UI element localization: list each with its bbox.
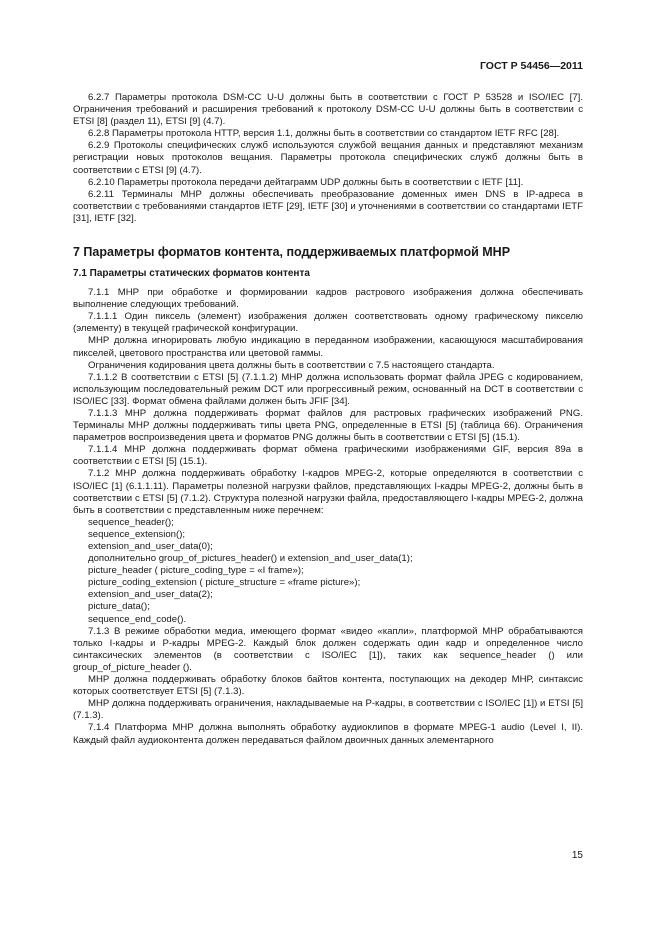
syntax-line: picture_coding_extension ( picture_structure = «frame picture»); (88, 577, 361, 589)
paragraph: 6.2.9 Протоколы специфических служб используются службой вещания данных и представляют механизм регистрации новых протоколов вещания. Параметры протокола специфических служб должны быть в соответствии с ETSI [9] (4.7). (73, 140, 583, 176)
paragraph: 6.2.10 Параметры протокола передачи дейтаграмм UDP должны быть в соответствии с IETF [11]. (88, 176, 524, 188)
paragraph: 7.1.3 В режиме обработки медиа, имеющего формат «видео «капли», платформой МНР обрабатываются только I-кадры и Р-кадры MPEG-2. Каждый блок должен содержать один кадр и определенное число синтаксических элементов (в соответствии с ISO/IEC [1]), таких как sequence_header () или group_of_picture_header (). (73, 625, 583, 673)
page-number: 15 (571, 850, 583, 861)
paragraph: 7.1.1 МНР при обработке и формировании кадров растрового изображения должна обеспечивать выполнение следующих требований. (73, 287, 583, 311)
paragraph: МНР должна поддерживать обработку блоков байтов контента, поступающих на декодер МНР, синтаксис которых соответствует ETSI [5] (7.1.3). (73, 674, 583, 698)
syntax-line: picture_header ( picture_coding_type = «I frame»); (88, 565, 304, 577)
syntax-line: sequence_header(); (88, 516, 174, 528)
paragraph: 7.1.1.1 Один пиксель (элемент) изображения должен соответствовать одному графическому пикселю (элементу) в текущей графической конфигурации. (73, 311, 583, 335)
section-heading: 7 Параметры форматов контента, поддерживаемых платформой МНР (73, 245, 511, 260)
paragraph: 6.2.8 Параметры протокола HTTP, версия 1.1, должны быть в соответствии со стандартом IETF RFC [28]. (88, 128, 560, 140)
paragraph: 7.1.1.3 МНР должна поддерживать формат файлов для растровых графических изображений PNG. Терминалы МНР должны поддерживать типы цвета PNG, определенные в ETSI [5] (таблица 66). Ограничения параметров воспроизведения цвета и форматов PNG должны быть в соответствии с ETSI [5] (15.1). (73, 407, 583, 444)
syntax-line: picture_data(); (88, 601, 150, 613)
paragraph: Ограничения кодирования цвета должны быть в соответствии с 7.5 настоящего стандарта. (88, 359, 495, 371)
paragraph: 7.1.1.2 В соответствии с ETSI [5] (7.1.1.2) МНР должна использовать формат файла JPEG с кодированием, использующим последовательный режим DCT или прогрессивный режим, основанный на DCT в соответствии с ISO/IEC [33]. Формат обмена файлами должен быть JFIF [34]. (73, 371, 583, 407)
paragraph: МНР должна поддерживать ограничения, накладываемые на Р-кадры, в соответствии с ISO/IEC [1]) и ETSI [5] (7.1.3). (73, 698, 583, 722)
syntax-line: extension_and_user_data(2); (88, 589, 213, 601)
syntax-line: дополнительно group_of_pictures_header() и extension_and_user_data(1); (88, 553, 413, 565)
paragraph: МНР должна игнорировать любую индикацию в переданном изображении, касающуюся масштабирования пикселей, цветового пространства или цветовой гаммы. (73, 335, 583, 359)
syntax-line: extension_and_user_data(0); (88, 541, 213, 552)
paragraph: 6.2.11 Терминалы МНР должны обеспечивать преобразование доменных имен DNS в IP-адреса в соответствии с требованиями стандартов IETF [29], IETF [30] и уточнениями в соответствии со стандартами IETF [31], IETF [32]. (73, 188, 583, 224)
paragraph: 7.1.1.4 МНР должна поддерживать формат обмена графическими изображениями GIF, версия 89a в соответствии с ETSI [5] (15.1). (73, 444, 583, 468)
paragraph: 6.2.7 Параметры протокола DSM-CC U-U должны быть в соответствии с ГОСТ Р 53528 и ISO/IEC [7]. Ограничения требований и расширения требований к протоколу DSM-CC U-U должны быть в соответствии с ETSI [8] (раздел 11), ETSI [9] (4.7). (73, 92, 583, 128)
paragraph: 7.1.4 Платформа МНР должна выполнять обработку аудиоклипов в формате MPEG-1 audio (Level I, II). Каждый файл аудиоконтента должен передаваться файлом двоичных данных элементарного (73, 722, 583, 746)
subsection-heading: 7.1 Параметры статических форматов контента (73, 268, 310, 280)
paragraph: 7.1.2 МНР должна поддерживать обработку I-кадров MPEG-2, которые определяются в соответствии с ISO/IEC [1] (6.1.1.11). Параметры полезной нагрузки файлов, представляющих I-кадры MPEG-2, должны быть в соответствии с ETSI [5] (7.1.2). Структура полезной нагрузки файла, предоставляющего I-кадры MPEG-2, должна быть в соответствии с представленным ниже перечнем: (73, 468, 583, 516)
document-body (73, 92, 583, 747)
syntax-line: sequence_end_code(). (88, 613, 187, 625)
syntax-line: sequence_extension(); (88, 528, 186, 540)
document-number: ГОСТ Р 54456—2011 (479, 60, 583, 72)
